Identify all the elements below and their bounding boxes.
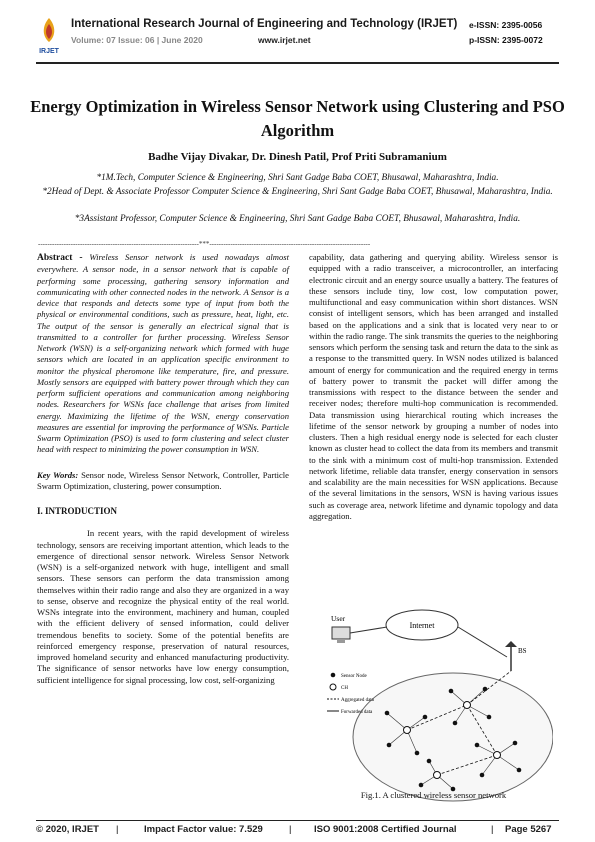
journal-website[interactable]: www.irjet.net [258,35,311,45]
keywords-label: Key Words: [37,469,79,480]
paper-title: Energy Optimization in Wireless Sensor Network using Clustering and PSO Algorithm [30,97,565,140]
footer-rule [36,820,559,821]
computer-stand-icon [337,639,345,643]
abstract [37,252,289,456]
affiliation-3: *3Assistant Professor, Computer Science & Engineering, Shri Sant Gadge Baba COET, Bhusawal, Maharashtra, India. [74,214,521,224]
affiliation-2: *2Head of Dept. & Associate Professor Computer Science & Engineering, Shri Sant Gadge Baba COET, Bhusawal, Maharashtra, India. [42,187,553,197]
footer-iso: ISO 9001:2008 Certified Journal [314,824,457,835]
user-label: User [331,614,346,623]
legend-aggregated: Aggregated data [341,698,374,703]
eissn: e-ISSN: 2395-0056 [469,20,543,30]
footer-impact: Impact Factor value: 7.529 [144,824,263,835]
affiliation-1: *1M.Tech, Computer Science & Engineering, Shri Sant Gadge Baba COET, Bhusawal, Maharashtra, India. [96,173,499,183]
journal-title: International Research Journal of Engineering and Technology (IRJET) [71,18,458,30]
internet-bs-link [458,627,507,657]
bs-label: BS [518,647,527,655]
sensor-node-legend-icon [331,673,336,678]
sensor-field-boundary [353,673,553,801]
right-column-text: capability, data gathering and querying ability. Wireless sensor is equipped with a radio transceiver, a microcontroller, an interfacing electronic circuit and an energy source usually a battery. The features of these sensors include tiny, low cost, low computation power, multifunctional and easy communication within short distances. WSN consist of intelligent sensors, which has been arranged and installed based on the applications and a sink that is located very near to or within the radio range. The sink transmits the queries to the neighboring sensors which perform the sensing task and return the data to the sink as a response to the transmitted query. In WSN nodes utilized is balanced amount of energy for communication and the required energy in terms of battery power to transmit the packet will differ among the transmissions with respect to the distance between the sender and receiver nodes; therefore multi-hop communication is recommended. Data transmission using hierarchical routing which increases the lifetime of the sensor network by grouping a number of nodes into clusters. Then a high residual energy node is selected for each cluster known as cluster head to collect the data from its members and transmit to the sink with a minimum cost of multi-hop transmission. Extended network lifetime, reliable data transfer, energy conservation in sensors and scalability are the main necessities for WSN applications. Because of the several limitations in the sensors, WSN is having various issues such as coverage area, network lifetime and dynamic topology and data aggregation. [309,252,558,521]
internet-label: Internet [409,621,435,630]
right-column [309,252,558,522]
left-column [37,252,289,686]
abstract-text: Wireless Sensor network is used nowadays almost everywhere. A sensor node, in a sensor network that is capable of performing some processing, gathering sensory information and communicating with other connected nodes in the network. A Sensor is a device that responds and detects some type of input from both the physical or environmental conditions, such as pressure, heat, light, etc. The output of the sensor is generally an electrical signal that is transmitted to a controller for further processing. Wireless Sensor Network (WSN) is a self-organizing network which formed with huge sensors which are located in an application specific environment to monitor the physical pheromone like temperature, fire, and pressure. Mostly sensors are equipped with battery power through which they can perform sufficient operations and communication among neighboring nodes. Researchers for WSNs face challenge that arises from limited energy. Maximizing the lifetime of the WSN, energy conservation measures are essential for improving the performance of WSNs. Particle Swarm Optimization (PSO) is used to form clustering and select cluster head with respect to minimizing the power consumption in WSN. [37,252,290,455]
volume-issue: Volume: 07 Issue: 06 | June 2020 [71,35,203,45]
user-internet-link [350,627,387,633]
antenna-icon [505,641,517,647]
ch-legend-icon [330,684,336,690]
user-computer-icon [332,627,350,639]
footer-page: Page 5267 [505,824,552,835]
intro-heading: I. INTRODUCTION [37,506,118,516]
irjet-logo [36,16,62,60]
legend-forwarded: Forwarded data [341,710,373,715]
legend-ch: CH [341,686,348,691]
wsn-figure [317,605,553,810]
intro-text: In recent years, with the rapid development of wireless technology, sensors are receiving important attention, which leads to the emergence of directional sensor network. Wireless Sensor Network (WSN) is a self-organized network with huge, intelligent and small sensors. These sensors can perform the data transmission among themselves within their radio range and also they are organized in a way to sense, observe and recognize the physical entity of the real world. WSNs integrate into the environment, machinery and human, coupled with the efficient delivery of sensed information, could deliver tremendous benefits to society. Some of the potential benefits are reinforced emergency response, preservation of natural resources, improved homeland security and enhanced manufacturing productivity. The significance of sensor networks have low energy consumption, sufficient intelligence for signal processing, low cost, self-organizing [37,528,289,685]
legend-sensor-node: Sensor Node [341,674,367,679]
keywords-text: Sensor node, Wireless Sensor Network, Controller, Particle Swarm Optimization, clustering, power consumption. [37,469,289,491]
section-separator: ---------------------------------------------------------------------***--------------------------------------------------------------------- [38,240,371,248]
figure-caption: Fig.1. A clustered wireless sensor network [360,790,507,800]
footer-copyright: © 2020, IRJET [36,824,99,835]
pissn: p-ISSN: 2395-0072 [469,35,543,45]
logo-text: IRJET [39,48,59,55]
abstract-label: Abstract - [37,253,83,263]
keywords [37,470,289,493]
paper-authors: Badhe Vijay Divakar, Dr. Dinesh Patil, Prof Priti Subramanium [148,151,447,163]
header-rule [36,62,559,64]
